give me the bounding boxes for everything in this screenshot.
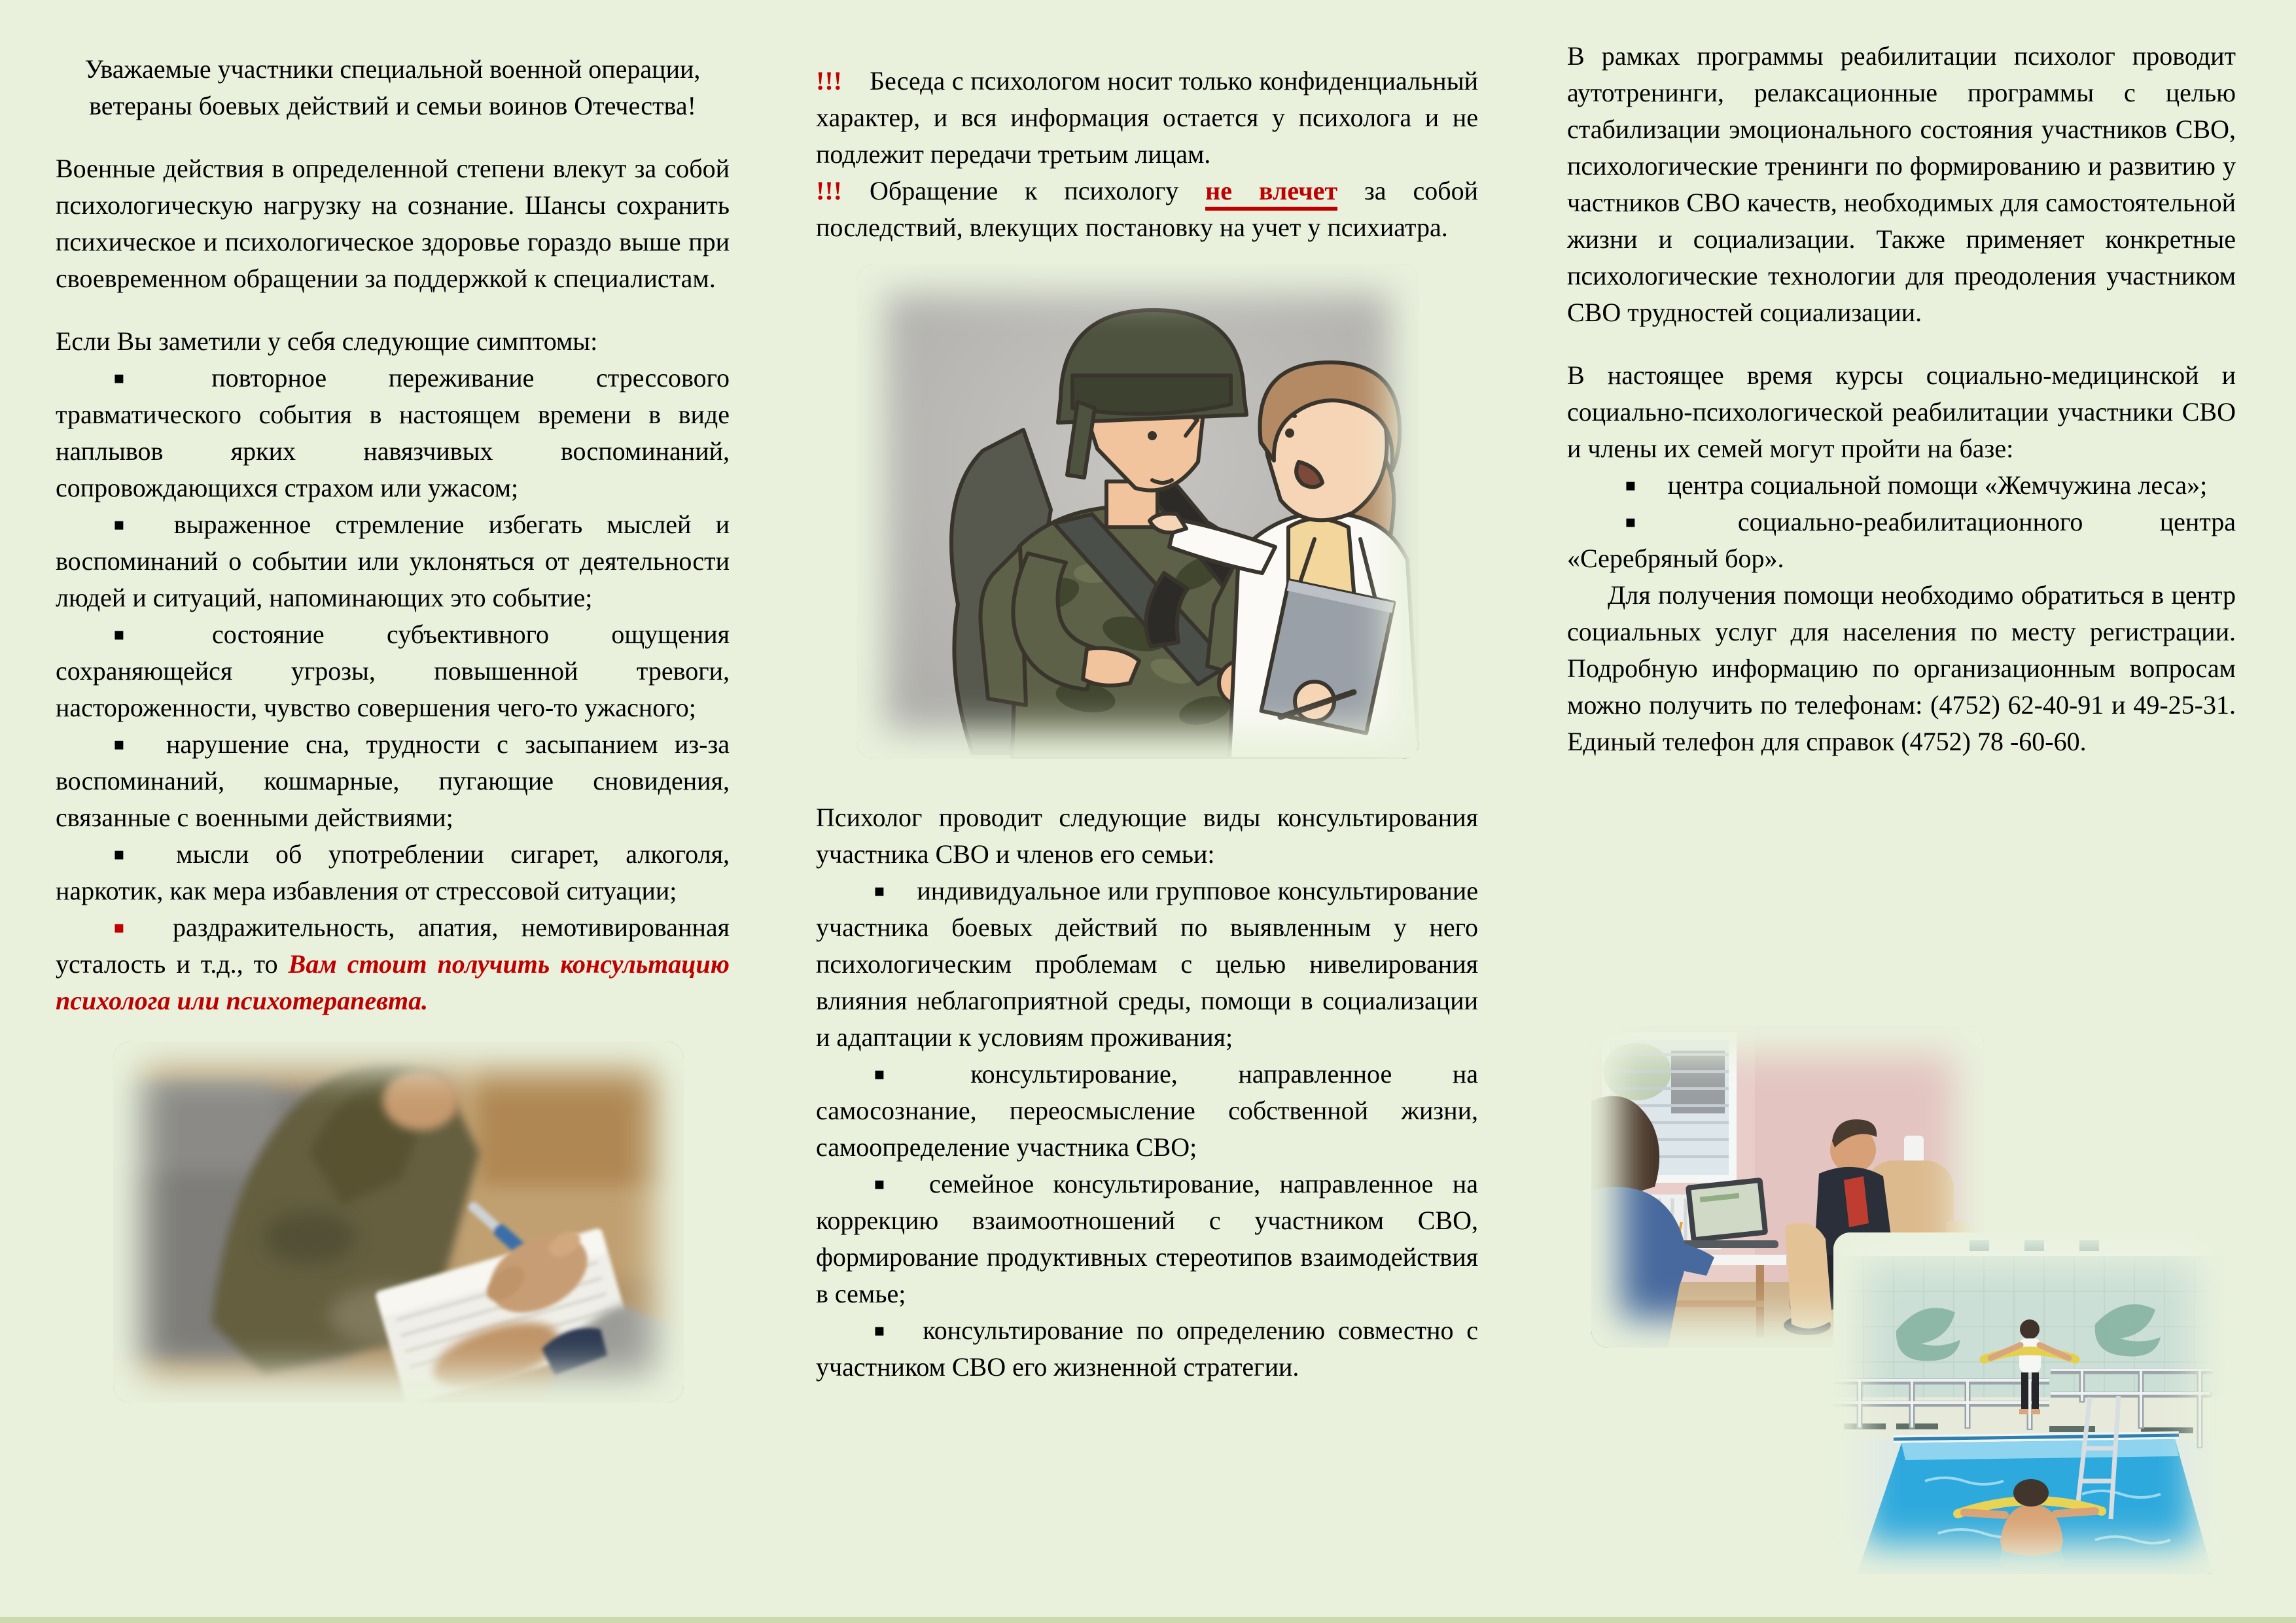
symptom-text: повторное переживание стрессового травматического события в настоящем времени в виде наплывов ярких навязчивых воспоминаний, сопровождающихся страхом или ужасом; bbox=[56, 363, 730, 502]
photo-rehab-pool bbox=[1833, 1232, 2225, 1574]
page-bottom-strip bbox=[0, 1617, 2296, 1623]
symptom-text: выраженное стремление избегать мыслей и воспоминаний о событии или уклоняться от деятельности людей и ситуаций, напоминающих это событие; bbox=[56, 510, 730, 612]
counseling-type-item bbox=[816, 1056, 1478, 1166]
symptom-item bbox=[56, 726, 730, 836]
rehab-center-text: центра социальной помощи «Жемчужина леса»; bbox=[1667, 470, 2208, 500]
emphasis-ne-vlechet: не влечет bbox=[1205, 176, 1337, 211]
rehab-center-item bbox=[1567, 467, 2236, 504]
photo-counseling-notes-art bbox=[113, 1041, 684, 1403]
symptom-item-final bbox=[56, 909, 730, 1019]
column-middle bbox=[816, 63, 1478, 1386]
square-bullet-icon: ▪ bbox=[113, 625, 181, 644]
photo-counseling-notes bbox=[113, 1041, 684, 1403]
column-left bbox=[56, 51, 730, 1403]
square-bullet-icon: ▪ bbox=[1625, 476, 1636, 495]
counseling-type-text: консультирование по определению совместно с участником СВО его жизненной стратегии. bbox=[816, 1316, 1478, 1382]
counseling-type-item bbox=[816, 1312, 1478, 1386]
rehab-program-paragraph: В рамках программы реабилитации психолог проводит аутотренинги, релаксационные программы с целью стабилизации эмоционального состояния участников СВО, психологические тренинги по формированию и развитию у частников СВО качеств, необходимых для самостоятельной жизни и социализации. Также применяет конкретные психологические технологии для преодоления участником СВО трудностей социализации. bbox=[1567, 41, 2236, 327]
symptom-item bbox=[56, 836, 730, 909]
illustration-soldier-psychologist bbox=[857, 264, 1419, 759]
square-bullet-icon: ▪ bbox=[874, 1321, 892, 1340]
square-bullet-icon: ▪ bbox=[113, 368, 181, 388]
intro-paragraph: Военные действия в определенной степени влекут за собой психологическую нагрузку на сознание. Шансы сохранить психическое и психологическое здоровье гораздо выше при своевременном обращении за поддержкой к специалистам. bbox=[56, 154, 730, 293]
symptom-item bbox=[56, 360, 730, 506]
counseling-type-item bbox=[816, 1166, 1478, 1312]
rehab-center-item bbox=[1567, 504, 2236, 577]
counseling-type-item bbox=[816, 873, 1478, 1056]
square-bullet-red-icon: ▪ bbox=[113, 918, 142, 937]
confidentiality-text: Беседа с психологом носит только конфиденциальный характер, и вся информация остается у психолога и не подлежит передачи третьим лицам. bbox=[816, 66, 1478, 169]
symptom-text: мысли об употреблении сигарет, алкоголя, наркотик, как мера избавления от стрессовой ситуации; bbox=[56, 839, 730, 905]
confidentiality-paragraph bbox=[816, 63, 1478, 173]
illustration-spacer bbox=[816, 264, 1478, 781]
symptom-item bbox=[56, 616, 730, 726]
counseling-type-text: индивидуальное или групповое консультирование участника боевых действий по выявленным у него психологическим проблемам с целью нивелирования влияния неблагоприятной среды, помощи в социализации и адаптации к условиям проживания; bbox=[816, 876, 1478, 1052]
counseling-type-text: консультирование, направленное на самосознание, переосмысление собственной жизни, самоопределение участника СВО; bbox=[816, 1059, 1479, 1162]
symptom-item bbox=[56, 506, 730, 616]
illustration-soldier-psychologist-art bbox=[857, 264, 1419, 759]
symptoms-intro: Если Вы заметили у себя следующие симптомы: bbox=[56, 326, 598, 356]
square-bullet-icon: ▪ bbox=[113, 735, 135, 754]
symptom-text: нарушение сна, трудности с засыпанием из-за воспоминаний, кошмарные, пугающие сновидения, связанные с военными действиями; bbox=[56, 729, 730, 832]
square-bullet-icon: ▪ bbox=[874, 881, 886, 901]
square-bullet-icon: ▪ bbox=[874, 1174, 898, 1194]
no-registration-pre: Обращение к психологу bbox=[869, 176, 1206, 205]
no-registration-paragraph bbox=[816, 173, 1478, 246]
counseling-types-intro: Психолог проводит следующие виды консультирования участника СВО и членов его семьи: bbox=[816, 803, 1478, 869]
no-registration-post: за собой последствий, влекущих постановку на учет у психиатра. bbox=[816, 176, 1478, 242]
triple-exclamation: !!! bbox=[816, 66, 842, 96]
photo-rehab-pool-art bbox=[1833, 1232, 2225, 1574]
column-right bbox=[1567, 38, 2236, 760]
square-bullet-icon: ▪ bbox=[113, 845, 145, 864]
square-bullet-icon: ▪ bbox=[1625, 512, 1706, 532]
square-bullet-icon: ▪ bbox=[874, 1064, 940, 1084]
symptom-text: состояние субъективного ощущения сохраняющейся угрозы, повышенной тревоги, настороженности, чувство совершения чего-то ужасного; bbox=[56, 620, 730, 722]
symptom-text: раздражительность, апатия, немотивированная усталость и т.д., то bbox=[56, 913, 730, 979]
triple-exclamation: !!! bbox=[816, 176, 842, 205]
counseling-type-text: семейное консультирование, направленное на коррекцию взаимоотношений с участником СВО, формирование продуктивных стереотипов взаимодействия в семье; bbox=[816, 1169, 1478, 1308]
square-bullet-icon: ▪ bbox=[113, 515, 143, 534]
rehab-courses-intro: В настоящее время курсы социально-медицинской и социально-психологической реабилитации участники СВО и члены их семей могут пройти на базе: bbox=[1567, 360, 2236, 463]
greeting-title: Уважаемые участники специальной военной операции, ветераны боевых действий и семьи воинов Отечества! bbox=[84, 54, 701, 120]
contact-info-paragraph: Для получения помощи необходимо обратиться в центр социальных услуг для населения по месту регистрации. Подробную информацию по организационным вопросам можно получить по телефонам: (4752) 62-40-91 и 49-25-31. Единый телефон для справок (4752) 78 -60-60. bbox=[1567, 580, 2236, 756]
call-to-action-text: Вам стоит получить консультацию психолога или психотерапевта. bbox=[56, 949, 730, 1015]
rehab-center-text: социально-реабилитационного центра «Серебряный бор». bbox=[1567, 507, 2236, 573]
